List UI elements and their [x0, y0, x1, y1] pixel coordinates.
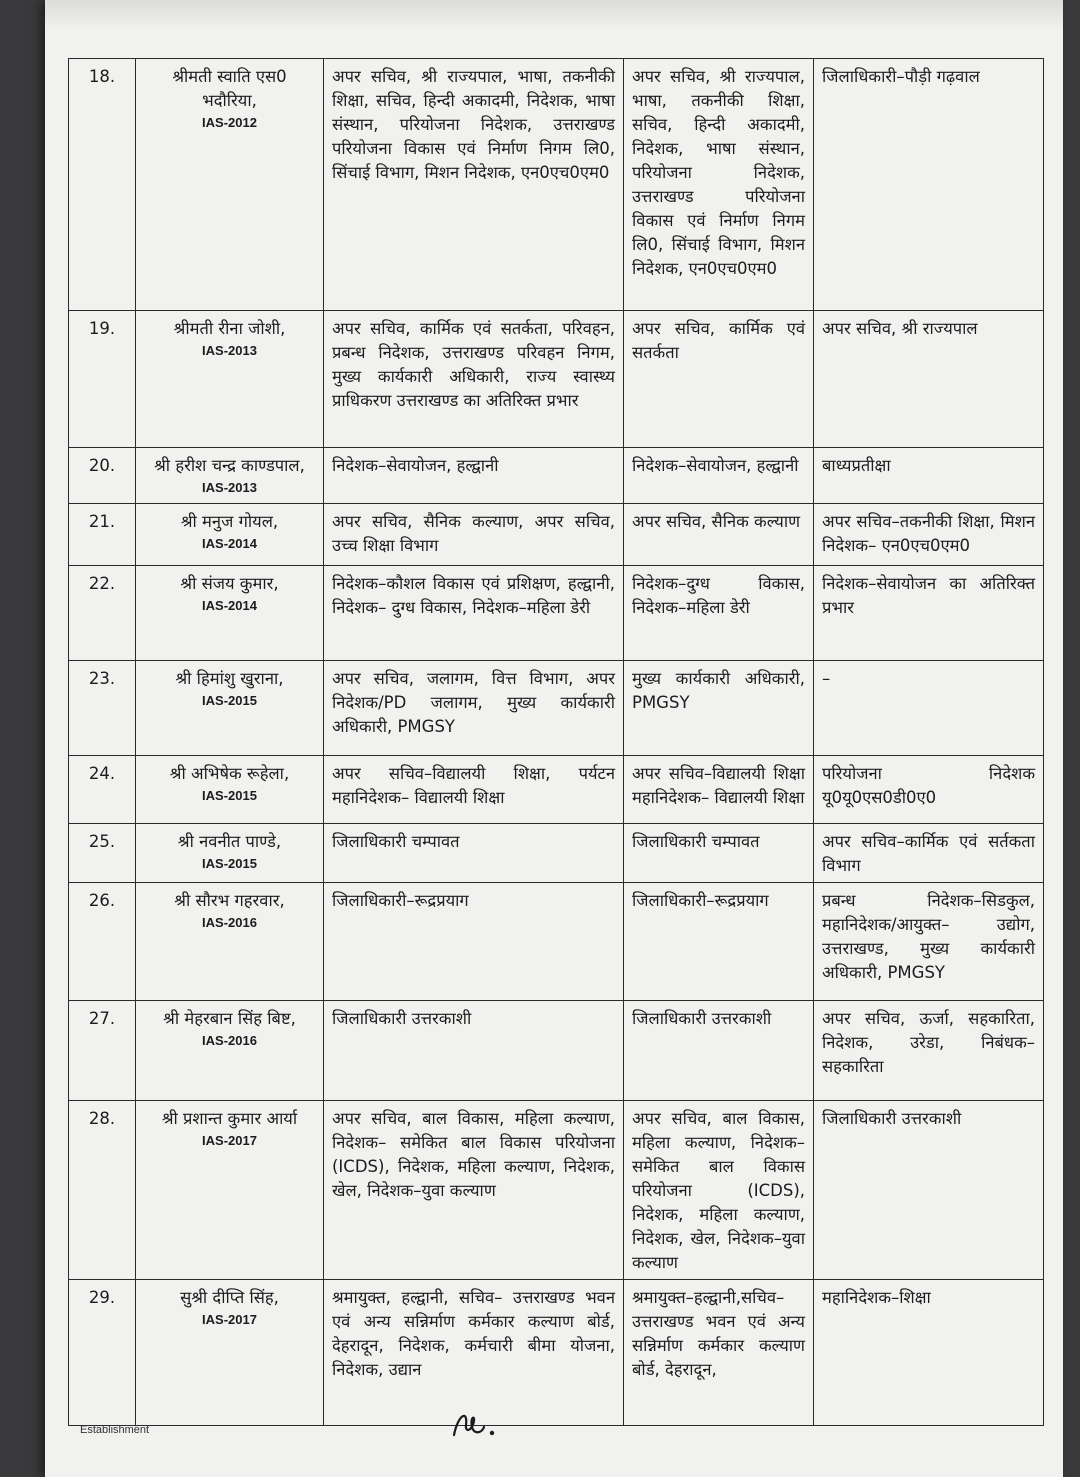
- new-posting: परियोजना निदेशक यू0यू0एस0डी0ए0: [814, 756, 1044, 824]
- officer-batch: IAS-2016: [202, 1033, 257, 1048]
- new-posting: बाध्यप्रतीक्षा: [814, 448, 1044, 504]
- new-posting: प्रबन्ध निदेशक–सिडकुल, महानिदेशक/आयुक्त– उद्योग, उत्तराखण्ड, मुख्य कार्यकारी अधिकारी, PMGSY: [814, 883, 1044, 1001]
- serial-number: 28.: [69, 1101, 136, 1280]
- relieved-from: निदेशक–दुग्ध विकास, निदेशक–महिला डेरी: [624, 566, 814, 661]
- officer-batch: IAS-2013: [202, 343, 257, 358]
- signature-mark: [448, 1405, 500, 1441]
- serial-number: 26.: [69, 883, 136, 1001]
- officer-cell: [136, 566, 324, 661]
- officer-name: श्री संजय कुमार,: [180, 574, 279, 593]
- relieved-from: अपर सचिव, सैनिक कल्याण: [624, 504, 814, 566]
- serial-number: 27.: [69, 1001, 136, 1101]
- serial-number: 25.: [69, 824, 136, 883]
- serial-number: 20.: [69, 448, 136, 504]
- relieved-from: श्रमायुक्त–हल्द्वानी,सचिव– उत्तराखण्ड भवन एवं अन्य सन्निर्माण कर्मकार कल्याण बोर्ड, देहरादून,: [624, 1280, 814, 1426]
- officer-cell: [136, 448, 324, 504]
- relieved-from: अपर सचिव, कार्मिक एवं सतर्कता: [624, 311, 814, 448]
- new-posting: जिलाधिकारी उत्तरकाशी: [814, 1101, 1044, 1280]
- officer-cell: [136, 59, 324, 311]
- officer-cell: [136, 311, 324, 448]
- officer-cell: [136, 824, 324, 883]
- table-row: [69, 311, 1044, 448]
- table-row: [69, 756, 1044, 824]
- new-posting: महानिदेशक–शिक्षा: [814, 1280, 1044, 1426]
- current-posting: अपर सचिव, कार्मिक एवं सतर्कता, परिवहन, प्रबन्ध निदेशक, उत्तराखण्ड परिवहन निगम, मुख्य कार्यकारी अधिकारी, राज्य स्वास्थ्य प्राधिकरण उत्तराखण्ड का अतिरिक्त प्रभार: [324, 311, 624, 448]
- relieved-from: जिलाधिकारी चम्पावत: [624, 824, 814, 883]
- table-row: [69, 448, 1044, 504]
- officer-batch: IAS-2016: [202, 915, 257, 930]
- current-posting: जिलाधिकारी–रूद्रप्रयाग: [324, 883, 624, 1001]
- new-posting: निदेशक–सेवायोजन का अतिरिक्त प्रभार: [814, 566, 1044, 661]
- table-row: [69, 1101, 1044, 1280]
- officer-cell: [136, 504, 324, 566]
- table-row: [69, 883, 1044, 1001]
- current-posting: जिलाधिकारी चम्पावत: [324, 824, 624, 883]
- relieved-from: मुख्य कार्यकारी अधिकारी, PMGSY: [624, 661, 814, 756]
- current-posting: निदेशक–कौशल विकास एवं प्रशिक्षण, हल्द्वानी, निदेशक– दुग्ध विकास, निदेशक–महिला डेरी: [324, 566, 624, 661]
- current-posting: अपर सचिव–विद्यालयी शिक्षा, पर्यटन महानिदेशक– विद्यालयी शिक्षा: [324, 756, 624, 824]
- officer-batch: IAS-2015: [202, 788, 257, 803]
- new-posting: अपर सचिव, श्री राज्यपाल: [814, 311, 1044, 448]
- officer-cell: [136, 883, 324, 1001]
- table-row: [69, 566, 1044, 661]
- officer-batch: IAS-2015: [202, 693, 257, 708]
- table-row: [69, 661, 1044, 756]
- serial-number: 29.: [69, 1280, 136, 1426]
- officer-batch: IAS-2017: [202, 1312, 257, 1327]
- serial-number: 18.: [69, 59, 136, 311]
- officer-cell: [136, 756, 324, 824]
- new-posting: अपर सचिव–कार्मिक एवं सर्तकता विभाग: [814, 824, 1044, 883]
- officer-name: श्री अभिषेक रूहेला,: [169, 764, 290, 783]
- officer-name: श्री मनुज गोयल,: [180, 512, 279, 531]
- relieved-from: अपर सचिव, श्री राज्यपाल, भाषा, तकनीकी शिक्षा, सचिव, हिन्दी अकादमी, निदेशक, भाषा संस्थान, परियोजना निदेशक, उत्तराखण्ड परियोजना विकास एवं निर्माण निगम लि0, सिंचाई विभाग, मिशन निदेशक, एन0एच0एम0: [624, 59, 814, 311]
- new-posting: अपर सचिव, ऊर्जा, सहकारिता, निदेशक, उरेडा, निबंधक– सहकारिता: [814, 1001, 1044, 1101]
- table-row: [69, 824, 1044, 883]
- transfer-orders-table: [68, 58, 1044, 1426]
- officer-batch: IAS-2015: [202, 856, 257, 871]
- officer-cell: [136, 661, 324, 756]
- officer-name: श्री सौरभ गहरवार,: [174, 891, 285, 910]
- serial-number: 21.: [69, 504, 136, 566]
- current-posting: श्रमायुक्त, हल्द्वानी, सचिव– उत्तराखण्ड भवन एवं अन्य सन्निर्माण कर्मकार कल्याण बोर्ड, देहरादून, निदेशक, कर्मचारी बीमा योजना, निदेशक, उद्यान: [324, 1280, 624, 1426]
- serial-number: 23.: [69, 661, 136, 756]
- officer-batch: IAS-2014: [202, 536, 257, 551]
- table-row: [69, 1280, 1044, 1426]
- new-posting: जिलाधिकारी–पौड़ी गढ़वाल: [814, 59, 1044, 311]
- officer-name: सुश्री दीप्ति सिंह,: [180, 1288, 279, 1307]
- serial-number: 24.: [69, 756, 136, 824]
- relieved-from: जिलाधिकारी–रूद्रप्रयाग: [624, 883, 814, 1001]
- officer-batch: IAS-2014: [202, 598, 257, 613]
- table-row: [69, 504, 1044, 566]
- officer-name: श्री नवनीत पाण्डे,: [177, 832, 282, 851]
- officer-name: श्री मेहरबान सिंह बिष्ट,: [163, 1009, 296, 1028]
- new-posting: –: [814, 661, 1044, 756]
- table-row: [69, 59, 1044, 311]
- officer-name: श्री हरीश चन्द्र काण्डपाल,: [154, 456, 305, 475]
- current-posting: अपर सचिव, सैनिक कल्याण, अपर सचिव, उच्च शिक्षा विभाग: [324, 504, 624, 566]
- table-row: [69, 1001, 1044, 1101]
- page-top-shadow: [45, 0, 1063, 30]
- officer-batch: IAS-2017: [202, 1133, 257, 1148]
- current-posting: जिलाधिकारी उत्तरकाशी: [324, 1001, 624, 1101]
- officer-cell: [136, 1101, 324, 1280]
- officer-batch: IAS-2012: [202, 115, 257, 130]
- officer-cell: [136, 1001, 324, 1101]
- relieved-from: अपर सचिव–विद्यालयी शिक्षा महानिदेशक– विद्यालयी शिक्षा: [624, 756, 814, 824]
- current-posting: निदेशक–सेवायोजन, हल्द्वानी: [324, 448, 624, 504]
- new-posting: अपर सचिव–तकनीकी शिक्षा, मिशन निदेशक– एन0एच0एम0: [814, 504, 1044, 566]
- footer-label: Establishment: [80, 1424, 150, 1436]
- officer-name: श्री हिमांशु खुराना,: [175, 669, 284, 688]
- relieved-from: अपर सचिव, बाल विकास, महिला कल्याण, निदेशक–समेकित बाल विकास परियोजना (ICDS), निदेशक, महिला कल्याण, निदेशक, खेल, निदेशक–युवा कल्याण: [624, 1101, 814, 1280]
- serial-number: 19.: [69, 311, 136, 448]
- officer-batch: IAS-2013: [202, 480, 257, 495]
- officer-name: श्री प्रशान्त कुमार आर्या: [161, 1109, 298, 1128]
- serial-number: 22.: [69, 566, 136, 661]
- officer-name: श्रीमती स्वाति एस0 भदौरिया,: [172, 67, 287, 110]
- relieved-from: जिलाधिकारी उत्तरकाशी: [624, 1001, 814, 1101]
- current-posting: अपर सचिव, श्री राज्यपाल, भाषा, तकनीकी शिक्षा, सचिव, हिन्दी अकादमी, निदेशक, भाषा संस्थान, परियोजना निदेशक, उत्तराखण्ड परियोजना विकास एवं निर्माण निगम लि0, सिंचाई विभाग, मिशन निदेशक, एन0एच0एम0: [324, 59, 624, 311]
- current-posting: अपर सचिव, बाल विकास, महिला कल्याण, निदेशक– समेकित बाल विकास परियोजना (ICDS), निदेशक, महिला कल्याण, निदेशक, खेल, निदेशक–युवा कल्याण: [324, 1101, 624, 1280]
- officer-name: श्रीमती रीना जोशी,: [173, 319, 286, 338]
- relieved-from: निदेशक–सेवायोजन, हल्द्वानी: [624, 448, 814, 504]
- officer-cell: [136, 1280, 324, 1426]
- current-posting: अपर सचिव, जलागम, वित्त विभाग, अपर निदेशक/PD जलागम, मुख्य कार्यकारी अधिकारी, PMGSY: [324, 661, 624, 756]
